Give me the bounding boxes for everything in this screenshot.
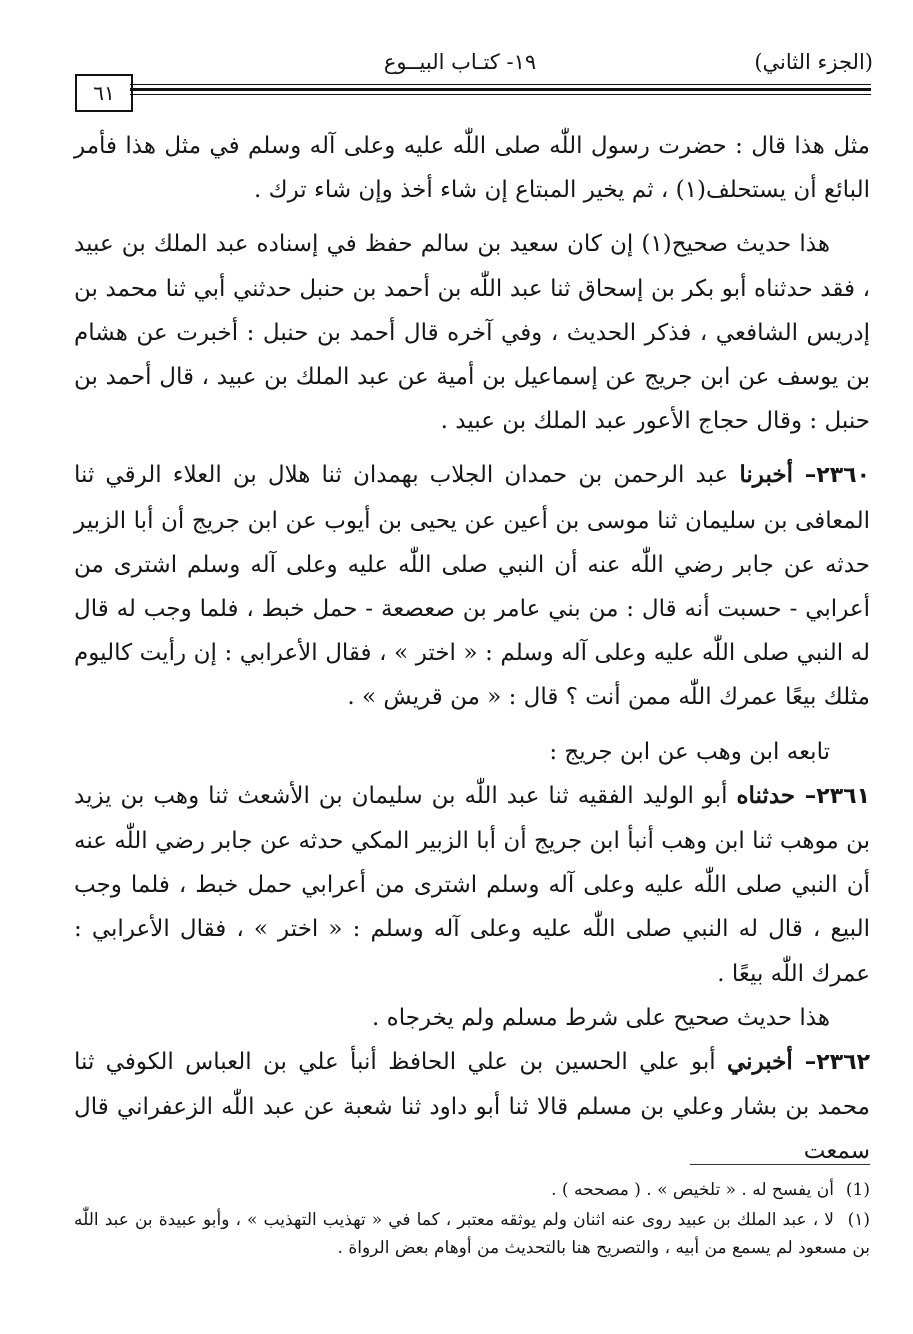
hadith-text: أبو علي الحسين بن علي الحافظ أنبأ علي بن العباس الكوفي ثنا محمد بن بشار وعلي بن مسلم قالا ثنا أبو داود ثنا شعبة عن عبد اللّٰه الزعفراني قال سمعت bbox=[74, 1049, 870, 1165]
footnote-text: أن يفسح له . « تلخيص » . ( مصححه ) . bbox=[551, 1180, 834, 1200]
footnote-marker: (١) bbox=[847, 1210, 870, 1230]
hadith-2361: ٢٣٦١– حدثناه أبو الوليد الفقيه ثنا عبد اللّٰه بن سليمان بن الأشعث ثنا وهب بن يزيد بن موهب ثنا ابن وهب أنبأ ابن جريج أن أبا الزبير المكي حدثه عن جابر رضي اللّٰه عنه أن النبي صلى اللّٰه عليه وعلى آله وسلم اشترى من أعرابي حمل خبط ، فلما وجب البيع ، قال له النبي صلى اللّٰه عليه وعلى آله وسلم : « اختر » ، فقال الأعرابي : عمرك اللّٰه بيعًا . bbox=[74, 781, 870, 987]
chapter-title: ١٩- كتـاب البيــوع bbox=[383, 50, 537, 74]
footnote-separator bbox=[690, 1164, 870, 1165]
hadith-lead: أخبرني bbox=[726, 1048, 793, 1076]
main-text bbox=[74, 124, 870, 1174]
hadith-text: عبد الرحمن بن حمدان الجلاب بهمدان ثنا هلال بن العلاء الرقي ثنا المعافى بن سليمان ثنا موسى بن أعين عن يحيى بن أيوب عن ابن جريج أن أبا الزبير حدثه عن جابر رضي اللّٰه عنه أن النبي صلى اللّٰه عليه وعلى آله وسلم اشترى من أعرابي - حسبت أنه قال : من بني عامر بن صعصعة - حمل خبط ، فلما وجب له قال له النبي صلى اللّٰه عليه وعلى آله وسلم : « اختر » ، فقال الأعرابي : إن رأيت كاليوم مثلك بيعًا عمرك اللّٰه ممن أنت ؟ قال : « من قريش » . bbox=[74, 462, 870, 711]
hadith-2360: ٢٣٦٠– أخبرنا عبد الرحمن بن حمدان الجلاب بهمدان ثنا هلال بن العلاء الرقي ثنا المعافى بن سليمان ثنا موسى بن أعين عن يحيى بن أيوب عن ابن جريج أن أبا الزبير حدثه عن جابر رضي اللّٰه عنه أن النبي صلى اللّٰه عليه وعلى آله وسلم اشترى من أعرابي - حسبت أنه قال : من بني عامر بن صعصعة - حمل خبط ، فلما وجب له قال له النبي صلى اللّٰه عليه وعلى آله وسلم : « اختر » ، فقال الأعرابي : إن رأيت كاليوم مثلك بيعًا عمرك اللّٰه ممن أنت ؟ قال : « من قريش » . bbox=[74, 461, 871, 711]
page-number: ٦١ bbox=[75, 74, 133, 112]
volume-title: (الجزء الثاني) bbox=[754, 50, 873, 74]
hadith-text: أبو الوليد الفقيه ثنا عبد اللّٰه بن سليمان بن الأشعث ثنا وهب بن يزيد بن موهب ثنا ابن وهب أنبأ ابن جريج أن أبا الزبير المكي حدثه عن جابر رضي اللّٰه عنه أن النبي صلى اللّٰه عليه وعلى آله وسلم اشترى من أعرابي حمل خبط ، فلما وجب البيع ، قال له النبي صلى اللّٰه عليه وعلى آله وسلم : « اختر » ، فقال الأعرابي : عمرك اللّٰه بيعًا . bbox=[74, 782, 870, 987]
paragraph: هذا حديث صحيح(١) إن كان سعيد بن سالم حفظ في إسناده عبد الملك بن عبيد ، فقد حدثناه أبو بكر بن إسحاق ثنا عبد اللّٰه بن أحمد بن حنبل حدثني أبي ثنا محمد بن إدريس الشافعي ، فذكر الحديث ، وفي آخره قال أحمد بن حنبل : أخبرت عن هشام بن يوسف عن ابن جريج عن إسماعيل بن أمية عن عبد الملك بن عبيد ، قال أحمد بن حنبل : وقال حجاج الأعور عبد الملك بن عبيد . bbox=[74, 231, 870, 435]
footnote-text: لا ، عبد الملك بن عبيد روى عنه اثنان ولم يوثقه معتبر ، كما في « تهذيب التهذيب » ، وأبو عبيدة بن عبد اللّٰه بن مسعود لم يسمع من أبيه ، والتصريح هنا بالتحديث من أوهام بعض الرواة . bbox=[74, 1210, 870, 1258]
paragraph: تابعه ابن وهب عن ابن جريج : bbox=[549, 738, 830, 765]
footnotes bbox=[74, 1176, 870, 1264]
footnote bbox=[74, 1176, 870, 1204]
hadith-number: ٢٣٦٠ bbox=[816, 463, 871, 489]
footnote-marker: (1) bbox=[845, 1180, 870, 1200]
footnote bbox=[74, 1206, 870, 1262]
hadith-lead: حدثناه bbox=[736, 781, 796, 809]
header-rule bbox=[130, 94, 871, 95]
hadith-number: ٢٣٦١ bbox=[816, 783, 870, 809]
paragraph: هذا حديث صحيح على شرط مسلم ولم يخرجاه . bbox=[372, 1004, 830, 1031]
hadith-number: ٢٣٦٢ bbox=[816, 1050, 871, 1076]
hadith-lead: أخبرنا bbox=[739, 461, 794, 489]
header-rule bbox=[130, 88, 871, 91]
header-rule bbox=[130, 84, 871, 85]
hadith-2362: ٢٣٦٢– أخبرني أبو علي الحسين بن علي الحافظ أنبأ علي بن العباس الكوفي ثنا محمد بن بشار وعلي بن مسلم قالا ثنا أبو داود ثنا شعبة عن عبد اللّٰه الزعفراني قال سمعت bbox=[74, 1048, 871, 1165]
paragraph: مثل هذا قال : حضرت رسول اللّٰه صلى اللّٰه عليه وعلى آله وسلم في مثل هذا فأمر البائع أن يستحلف(١) ، ثم يخير المبتاع إن شاء أخذ وإن شاء ترك . bbox=[74, 133, 870, 204]
